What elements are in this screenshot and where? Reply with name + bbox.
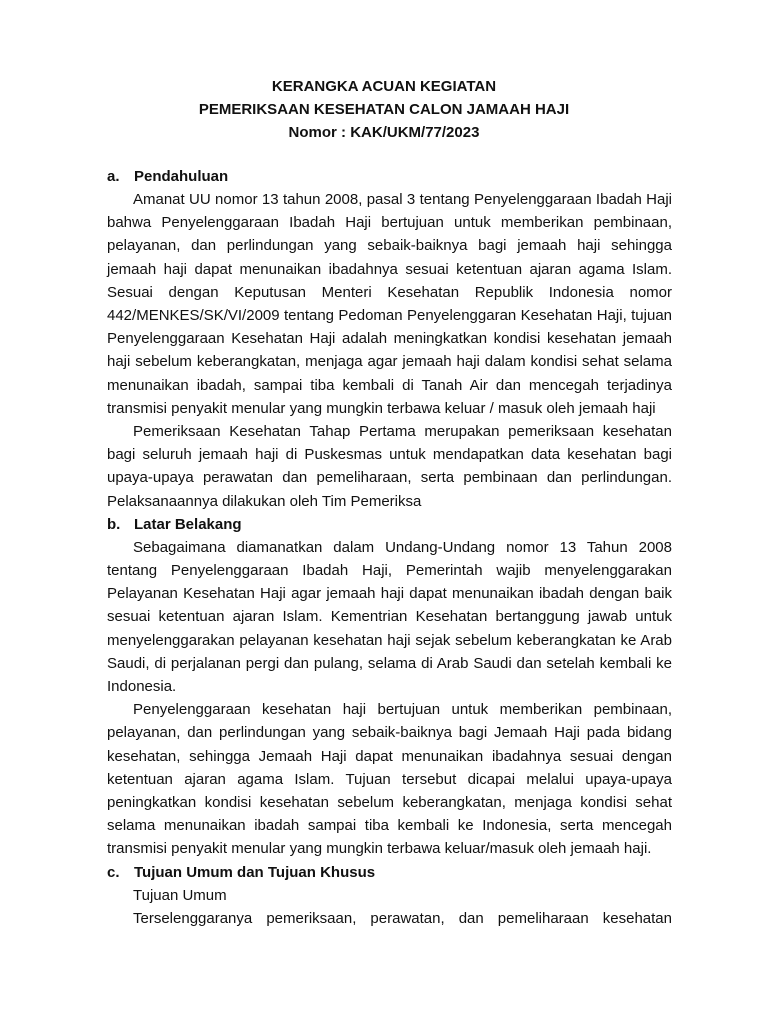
document-number: Nomor : KAK/UKM/77/2023 bbox=[288, 124, 480, 141]
document-title-block bbox=[0, 75, 768, 144]
section-title: Pendahuluan bbox=[134, 168, 229, 185]
subheading-tujuan-umum: Tujuan Umum bbox=[133, 886, 227, 904]
paragraph: Pemeriksaan Kesehatan Tahap Pertama merupakan pemeriksaan kesehatan bagi seluruh jemaah haji di Puskesmas untuk mendapatkan data kesehatan bagi upaya-upaya perawatan dan pemeliharaan, serta pembinaan dan perlindungan. Pelaksanaannya dilakukan oleh Tim Pemeriksa bbox=[107, 423, 672, 510]
section-letter: b. bbox=[107, 515, 121, 533]
section-letter: a. bbox=[107, 168, 120, 185]
paragraph: Sebagaimana diamanatkan dalam Undang-Undang nomor 13 Tahun 2008 tentang Penyelenggaraan Ibadah Haji, Pemerintah wajib menyelenggarakan Pelayanan Kesehatan Haji agar jemaah haji dapat menunaikan ibadah dengan baik sesuai ketentuan ajaran Islam. Kementrian Kesehatan bertanggung jawab untuk menyelenggarakan pelayanan kesehatan haji sejak sebelum keberangkatan ke Arab Saudi, di perjalanan pergi dan pulang, selama di Arab Saudi dan setelah kembali ke Indonesia. bbox=[107, 538, 672, 696]
document-body bbox=[107, 165, 672, 930]
section-heading-latar-belakang bbox=[107, 513, 672, 536]
paragraph: Penyelenggaraan kesehatan haji bertujuan untuk memberikan pembinaan, pelayanan, dan perlindungan yang sebaik-baiknya bagi Jemaah Haji pada bidang kesehatan, sehingga Jemaah Haji dapat menunaikan ibadahnya sesuai dengan ketentuan ajaran agama Islam. Tujuan tersebut dicapai melalui upaya-upaya peningkatkan kondisi kesehatan sebelum keberangkatan, menjaga kondisi sehat selama menunaikan ibadah sampai tiba kembali ke Indonesia, serta mencegah transmisi penyakit menular yang mungkin terbawa keluar/masuk oleh jemaah haji. bbox=[107, 701, 672, 858]
section-title: Tujuan Umum dan Tujuan Khusus bbox=[134, 863, 376, 881]
section-heading-tujuan bbox=[107, 861, 672, 884]
section-letter: c. bbox=[107, 863, 120, 881]
document-subtitle: PEMERIKSAAN KESEHATAN CALON JAMAAH HAJI bbox=[198, 101, 570, 118]
section-heading-pendahuluan bbox=[107, 165, 672, 188]
paragraph: Terselenggaranya pemeriksaan, perawatan, dan pemeliharaan kesehatan bbox=[133, 909, 672, 927]
document-title: KERANGKA ACUAN KEGIATAN bbox=[271, 78, 497, 95]
paragraph: Amanat UU nomor 13 tahun 2008, pasal 3 tentang Penyelenggaraan Ibadah Haji bahwa Penyelenggaraan Ibadah Haji bertujuan untuk memberikan pembinaan, pelayanan, dan perlindungan yang sebaik-baiknya bagi jemaah haji sehingga jemaah haji dapat menunaikan ibadahnya sesuai ketentuan ajaran agama Islam. Sesuai dengan Keputusan Menteri Kesehatan Republik Indonesia nomor 442/MENKES/SK/VI/2009 tentang Pedoman Penyelenggaran Kesehatan Haji, tujuan Penyelenggaraan Kesehatan Haji adalah meningkatkan kondisi kesehatan jemaah haji sebelum keberangkatan, menjaga agar jemaah haji dalam kondisi sehat selama menunaikan ibadah, sampai tiba kembali di Tanah Air dan mencegah terjadinya transmisi penyakit menular yang mungkin terbawa keluar / masuk oleh jemaah haji bbox=[107, 191, 672, 417]
section-title: Latar Belakang bbox=[134, 515, 242, 533]
